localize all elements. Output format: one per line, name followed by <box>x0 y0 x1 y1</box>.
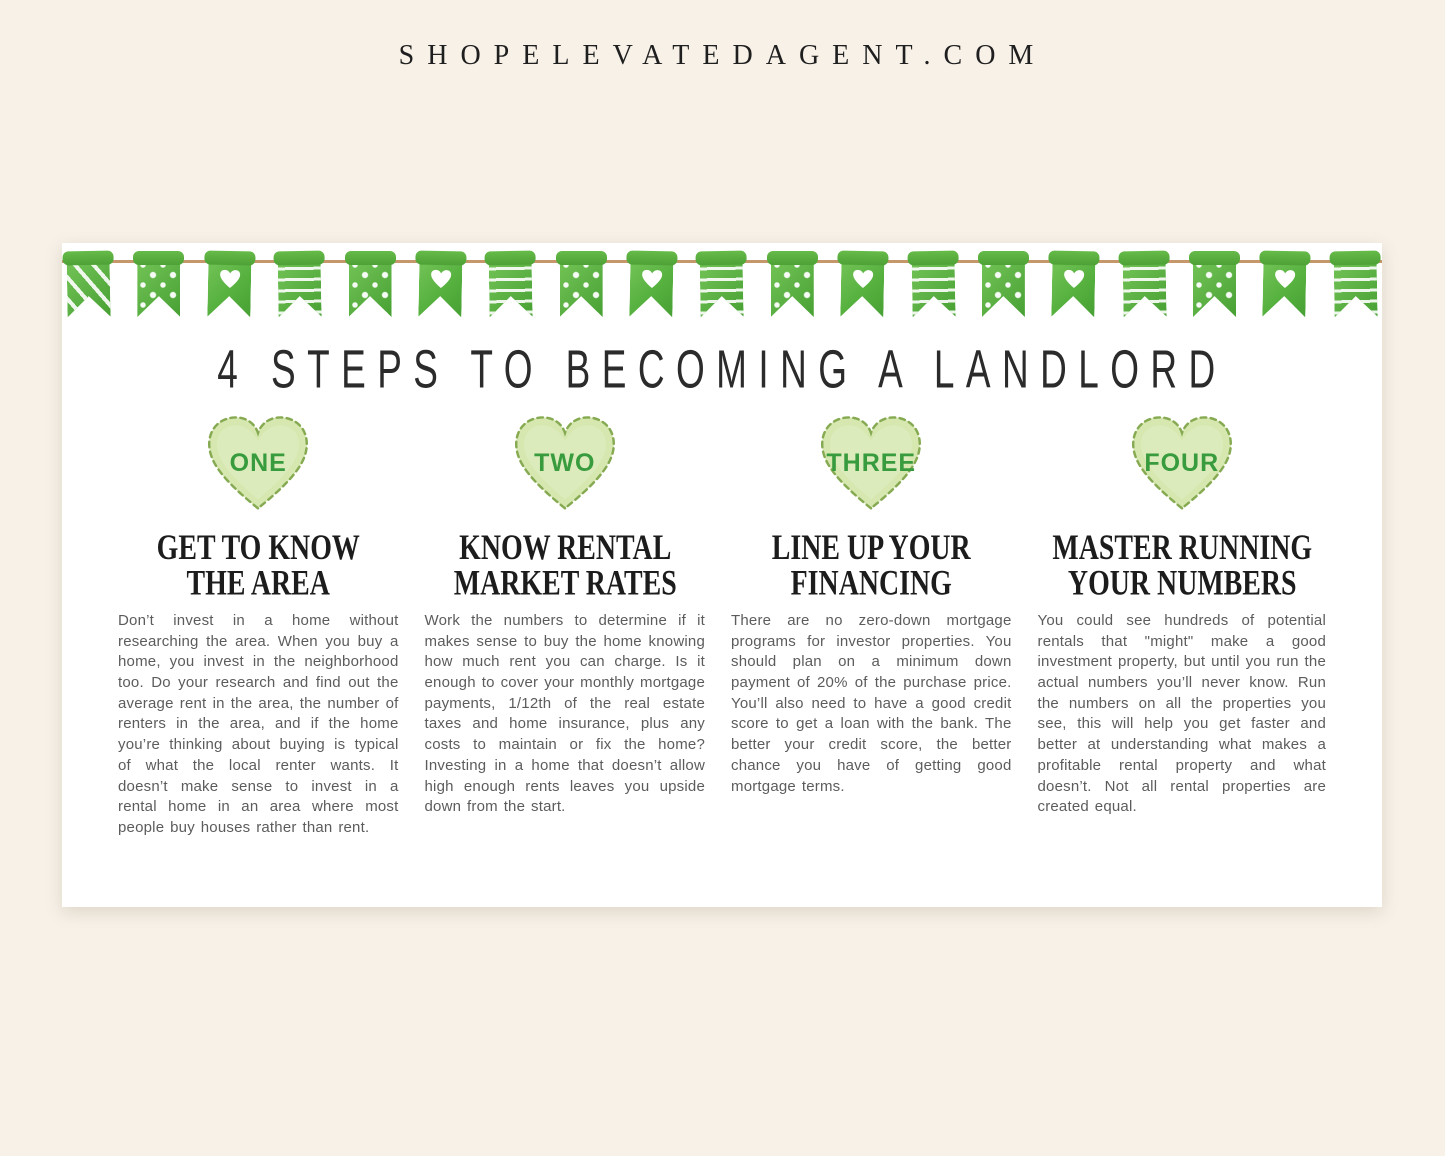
banner-flag-stripes-icon <box>909 247 957 318</box>
step-number-label: TWO <box>534 448 596 477</box>
banner-flag-stripes-icon <box>1120 247 1168 318</box>
steps-grid <box>118 413 1326 839</box>
banner-flag-dots-icon <box>980 247 1027 317</box>
banner-flag-dots-icon <box>1191 247 1238 317</box>
banner-flag-heart-icon <box>1050 247 1098 318</box>
heart-badge-three <box>814 413 928 515</box>
banner-flag-stripes-icon <box>698 247 746 318</box>
step-body-text: There are no zero-down mortgage programs for investor properties. You should plan on a minimum down payment of 20% of the purchase price. You’ll also need to have a good credit score to get a loan with the bank. The better your credit score, the better chance you have of getting good mortgage terms. <box>731 612 1012 795</box>
step-column-one <box>118 413 399 839</box>
banner-flag-heart-icon <box>416 247 464 318</box>
heart-badge-one <box>201 413 315 515</box>
poster-title: 4 STEPS TO BECOMING A LANDLORD <box>217 339 1227 400</box>
banner-flag-dots-icon <box>558 247 605 317</box>
banner-flag-stripes-icon <box>276 247 324 318</box>
step-column-three <box>731 413 1012 839</box>
step-heading-line1: GET TO KNOW <box>156 526 360 567</box>
step-heading-line1: MASTER RUNNING <box>1051 526 1312 567</box>
banner-flag-dots-icon <box>769 247 816 317</box>
step-column-four <box>1038 413 1327 839</box>
site-header-url: SHOPELEVATEDAGENT.COM <box>398 40 1047 71</box>
banner-flag-heart-icon <box>838 247 886 318</box>
step-body-text: Don’t invest in a home without researching the area. When you buy a home, you invest in the neighborhood too. Do your research and find out the average rent in the area, the number of renters in the area, and if the home you’re thinking about buying is typical of what the local renter wants. It doesn’t make sense to invest in a rental home in an area where most people buy houses rather than rent. <box>118 612 399 836</box>
step-heading-line1: LINE UP YOUR <box>771 526 971 567</box>
step-heading <box>439 526 691 603</box>
poster-card <box>62 243 1382 907</box>
banner-flag-stripes-icon <box>487 247 535 318</box>
step-number-label: ONE <box>229 448 287 477</box>
step-heading <box>1051 526 1312 603</box>
heart-badge-two <box>508 413 622 515</box>
step-body-text: Work the numbers to determine if it makes sense to buy the home knowing how much rent you can charge. Is it enough to cover your monthly mortgage payments, 1/12th of the real estate taxes and home insurance, plus any costs to maintain or fix the home? Investing in a home that doesn’t allow high enough rents leaves you upside down from the start. <box>424 612 705 816</box>
step-heading <box>745 526 997 603</box>
banner-flag-dots-icon <box>347 247 394 317</box>
bunting-flags <box>62 247 1382 327</box>
step-column-two <box>425 413 706 839</box>
step-heading-line2: YOUR NUMBERS <box>1067 562 1297 603</box>
step-heading-line2: THE AREA <box>186 562 330 603</box>
banner-flag-diagonal-icon <box>64 247 112 318</box>
step-heading <box>132 526 384 603</box>
banner-flag-heart-icon <box>1261 247 1309 318</box>
step-heading-line2: FINANCING <box>790 562 952 603</box>
step-body-text: You could see hundreds of potential rentals that "might" make a good investment property, but until you run the actual numbers you’ll never know. Run the numbers on all the properties you see, this will help you get faster and better at understanding what makes a profitable rental property and what doesn’t. Not all rental properties are created equal. <box>1037 612 1326 816</box>
step-heading-line1: KNOW RENTAL <box>458 526 671 567</box>
step-heading-line2: MARKET RATES <box>453 562 677 603</box>
banner-flag-heart-icon <box>205 247 253 318</box>
step-number-label: FOUR <box>1144 448 1220 477</box>
bunting-banner <box>62 247 1382 327</box>
step-number-label: THREE <box>826 448 917 477</box>
banner-flag-dots-icon <box>135 247 182 317</box>
banner-flag-heart-icon <box>627 247 675 318</box>
heart-badge-four <box>1125 413 1239 515</box>
banner-flag-stripes-icon <box>1331 247 1379 318</box>
